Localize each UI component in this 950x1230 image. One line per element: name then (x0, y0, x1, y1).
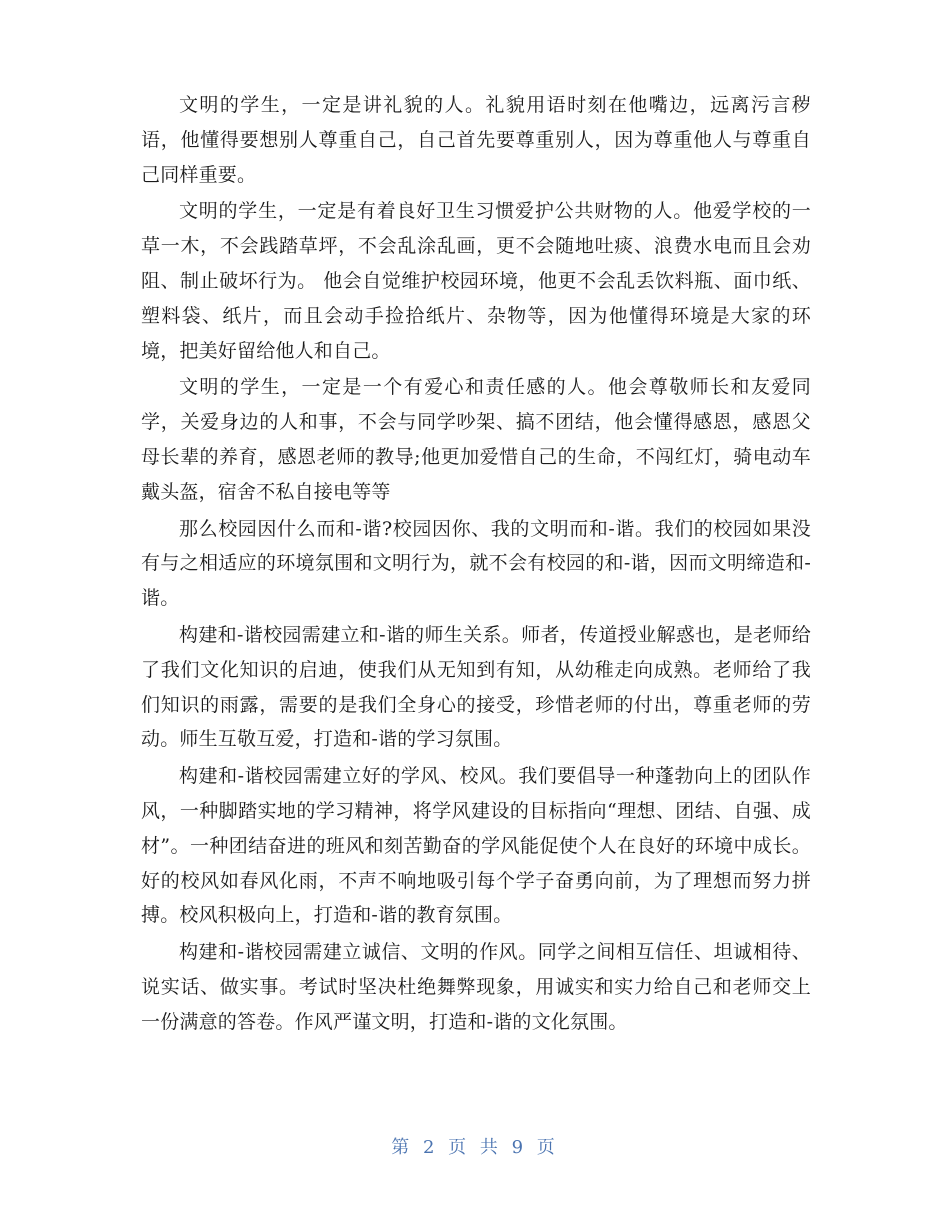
paragraph-3: 文明的学生，一定是一个有爱心和责任感的人。他会尊敬师长和友爱同学，关爱身边的人和事，不会与同学吵架、搞不团结，他会懂得感恩，感恩父母长辈的养育，感恩老师的教导;他更加爱惜自己的生命，不闯红灯，骑电动车戴头盔，宿舍不私自接电等等 (141, 376, 811, 503)
paragraph-2: 文明的学生，一定是有着良好卫生习惯爱护公共财物的人。他爱学校的一草一木，不会践踏草坪，不会乱涂乱画，更不会随地吐痰、浪费水电而且会劝阻、制止破坏行为。 他会自觉维护校园环境，他更不会乱丢饮料瓶、面巾纸、塑料袋、纸片，而且会动手捡拾纸片、杂物等，因为他懂得环境是大家的环境，把美好留给他人和自己。 (141, 200, 811, 362)
paragraph-4: 那么校园因什么而和-谐?校园因你、我的文明而和-谐。我们的校园如果没有与之相适应的环境氛围和文明行为，就不会有校园的和-谐，因而文明缔造和-谐。 (141, 517, 812, 610)
paragraph-7: 构建和-谐校园需建立诚信、文明的作风。同学之间相互信任、坦诚相待、说实话、做实事。考试时坚决杜绝舞弊现象，用诚实和实力给自己和老师交上一份满意的答卷。作风严谨文明，打造和-谐的文化氛围。 (141, 941, 811, 1033)
paragraph-5: 构建和-谐校园需建立和-谐的师生关系。师者，传道授业解惑也，是老师给了我们文化知识的启迪，使我们从无知到有知，从幼稚走向成熟。老师给了我们知识的雨露，需要的是我们全身心的接受，珍惜老师的付出，尊重老师的劳动。师生互敬互爱，打造和-谐的学习氛围。 (141, 623, 811, 751)
page-number-footer: 第 2 页 共 9 页 (391, 1137, 559, 1158)
paragraph-1: 文明的学生，一定是讲礼貌的人。礼貌用语时刻在他嘴边，远离污言秽语，他懂得要想别人尊重自己，自己首先要尊重别人，因为尊重他人与尊重自己同样重要。 (141, 94, 811, 186)
paragraph-6: 构建和-谐校园需建立好的学风、校风。我们要倡导一种蓬勃向上的团队作风，一种脚踏实地的学习精神，将学风建设的目标指向“理想、团结、自强、成材”。一种团结奋进的班风和刻苦勤奋的学风能促使个人在良好的环境中成长。好的校风如春风化雨，不声不响地吸引每个学子奋勇向前，为了理想而努力拼搏。校风积极向上，打造和-谐的教育氛围。 (141, 765, 811, 927)
document-body (141, 88, 811, 1042)
